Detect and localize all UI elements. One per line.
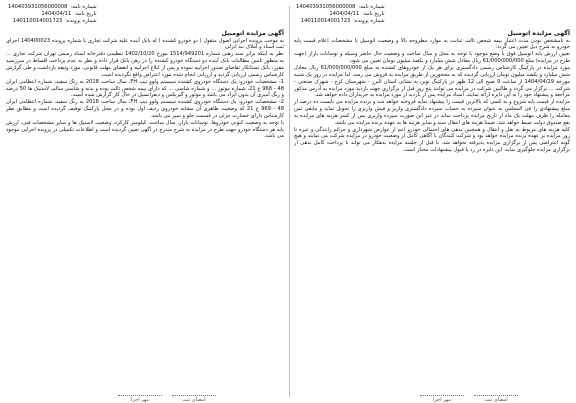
right-letter-number-label: شماره نامه: bbox=[358, 4, 385, 10]
right-meta bbox=[292, 4, 572, 26]
left-stamp-signature: امضای ثبت bbox=[172, 395, 216, 403]
right-paragraph: کلیه هزینه های مربوط به نقل و انتقال و همچنین بدهی های احتمالی خودرو اعم از عوارض شهرداری و جرائم رانندگی و غیره تا روز مزایده بر عهده برنده مزایده خواهد بود و شرکت کنندگان با آگاهی کامل از وضعیت خودرو در مزایده شرکت می نمایند و هیچ گونه اعتراضی پس از برگزاری مزایده پذیرفته نخواهد شد. تا قبل از جلسه مزایده بدهکار می تواند با پرداخت کامل بدهی از برگزاری مزایده جلوگیری نماید. این دایره در رد یا قبول پیشنهادات مختار است. bbox=[294, 126, 570, 154]
left-stamps bbox=[118, 395, 216, 403]
right-date-label: تاریخ نامه: bbox=[362, 11, 385, 18]
right-letter-number-row bbox=[296, 4, 385, 11]
left-case-label: شماره پرونده: bbox=[65, 18, 97, 25]
right-paragraph: تعیین ارزش پایه اتومبیل فوق با وضع موجود با توجه به محل و سال ساخت و وضعیت حال حاضر وسیله و نوسانات بازار (جهت طرح در مزایده) مبلغ 61/000/000/000 ریال معادل شش میلیارد و یکصد میلیون تومان تعیین می شود. bbox=[294, 51, 570, 65]
left-date: 1404/04/11 bbox=[41, 11, 72, 18]
left-title: آگهی مزایده اتومبیل bbox=[221, 29, 284, 37]
left-letter-number-row bbox=[8, 4, 97, 11]
right-stamp-seal: مهر اجرا bbox=[420, 395, 464, 403]
left-paragraph: به موجب پرونده اجرایی اصول متقول ( دو خودرو کشنده ) له بانک آینده علیه شرکت تجاری با شماره پرونده 140400023 اجرای ثبت اسناد و املاک بند انزلی bbox=[6, 37, 284, 51]
right-date-row bbox=[296, 11, 385, 18]
left-case-number: 140110014001723 bbox=[12, 18, 63, 25]
left-column bbox=[4, 4, 286, 399]
left-paragraph: 1- مشخصات خودرو: یک دستگاه خودروی کشنده سیستم ولوو تیپ FH، سال ساخت 2018 به رنگ سفید، شماره انتظامی ایران 48 - 968 ع 21، شماره موتور ... و شماره شاسی ... که دارای بیمه شخص ثالث بوده و بدنه و شاسی سالم، لاستیک ها 50 درصد و رنگ آمیزی آن بدون ایراد می باشد و موتور و گیربکس و دیفرانسیل در حال کار گزارش شده است. bbox=[6, 78, 284, 99]
left-date-label: تاریخ نامه: bbox=[74, 11, 97, 18]
left-case-row bbox=[8, 18, 97, 25]
left-paragraph: نظر به اینکه برابر سند رهنی شماره 1514/949201 مورخ 1402/10/20 تنظیمی دفترخانه اسناد رسمی تهران شرکت تجاری ... به منظور تامین مطالبات بانک آینده دو دستگاه خودرو کشنده را در رهن بانک قرار داده و نظر به عدم پرداخت اقساط در سررسید مقرر، بانک بستانکار تقاضای صدور اجراییه نموده و پس از ابلاغ اجراییه و انقضای مهلت قانونی، مورد وثیقه بازداشت و طی گزارش کارشناس رسمی ارزیابی گردید و ارزیابی انجام شده مورد اعتراض واقع نگردیده است. bbox=[6, 51, 284, 78]
left-paragraph: 2- مشخصات خودرو: یک دستگاه خودروی کشنده سیستم ولوو تیپ FH، سال ساخت 2018 به رنگ سفید، شماره انتظامی ایران 48 - 969 ع 21 که وضعیت ظاهری آن مشابه خودروی ردیف اول بوده و در محل پارکینگ توقیف گردیده است و مطابق نظر کارشناس دارای خسارت جزئی در قسمت جلو و سپر می باشد. bbox=[6, 99, 284, 119]
right-case-label: شماره پرونده: bbox=[353, 18, 385, 25]
right-date: 1404/04/11 bbox=[329, 11, 360, 18]
left-paragraph: با توجه به وضعیت کنونی خودروها، نوسانات بازار، سال ساخت، کیلومتر کارکرد، وضعیت لاستیک ها و سایر مشخصات فنی، ارزش پایه هر دستگاه خودرو جهت طرح در مزایده به شرح مندرج در آگهی تعیین گردیده است و اطلاعات تکمیلی در پرونده اجرایی موجود می باشد. bbox=[6, 119, 284, 140]
right-stamps bbox=[420, 395, 518, 403]
right-paragraph: مورد مزایده در پارکینگ کارشناس رسمی دادگستری برای هر یک از خودروهای کشنده به مبلغ 61/000/000/000 ریال معادل شش میلیارد و یکصد میلیون تومان ارزیابی گردیده که به محجوزین از طریق مزایده به فروش می رسد. لذا مزایده در روز یک شنبه مورخه 1404/04/29 از ساعت 9 صبح الی 12 ظهر در پارکینگ نوین به نشانی استان البرز - شهرستان کرج - شهرک صنعتی - شرکت ... برگزار می گردد و طالبین شرکت در مزایده می توانند پنج روز قبل از برگزاری جهت بازدید مورد مزایده به آدرس مذکور مراجعه و پیشنهاد خود را به این دایره ارائه نمایند. اسناد مزایده پس از بازدید از مورد مزایده به خریداران داده خواهد شد. bbox=[294, 64, 570, 99]
left-stamp-seal: مهر اجرا bbox=[118, 395, 162, 403]
right-stamp-signature: امضای ثبت bbox=[474, 395, 518, 403]
right-letter-number: 140403931056000008 bbox=[296, 4, 356, 10]
column-divider bbox=[289, 6, 290, 397]
left-letter-number-label: شماره نامه: bbox=[70, 4, 97, 10]
right-case-number: 140110014001723 bbox=[300, 18, 351, 25]
right-title: آگهی مزایده اتومبیل bbox=[507, 29, 570, 37]
right-paragraph: به نامشخص بودن مدت اعتبار بیمه شخص ثالث عنایت به موارد مطروحه بالا و وضعیت اتومبیل با مشخصات اعلام قیمت پایه خودرو به شرح ذیل تعیین می گردد: bbox=[294, 37, 570, 51]
left-letter-number: 140403931056000008 bbox=[8, 4, 68, 10]
left-meta bbox=[4, 4, 286, 26]
left-date-row bbox=[8, 11, 97, 18]
right-paragraph: مزایده از قیمت پایه شروع و به کسی که بالاترین قیمت را پیشنهاد نماید فروخته خواهد شد و برنده مزایده می بایست ده درصد از مبلغ پیشنهادی را فی المجلس به عنوان سپرده به حساب سپرده دادگستری واریز و فیش واریزی را تحویل نماید و مابقی ثمن معامله را ظرف مهلت یک ماه از تاریخ مزایده پرداخت نماید در غیر این صورت سپرده واریزی پس از کسر هزینه های مزایده به نفع صندوق دولت ضبط خواهد شد. ضمنا هزینه های انتقال سند و سایر هزینه ها به عهده برنده مزایده می باشد. bbox=[294, 99, 570, 126]
right-column bbox=[292, 4, 572, 399]
right-case-row bbox=[296, 18, 385, 25]
